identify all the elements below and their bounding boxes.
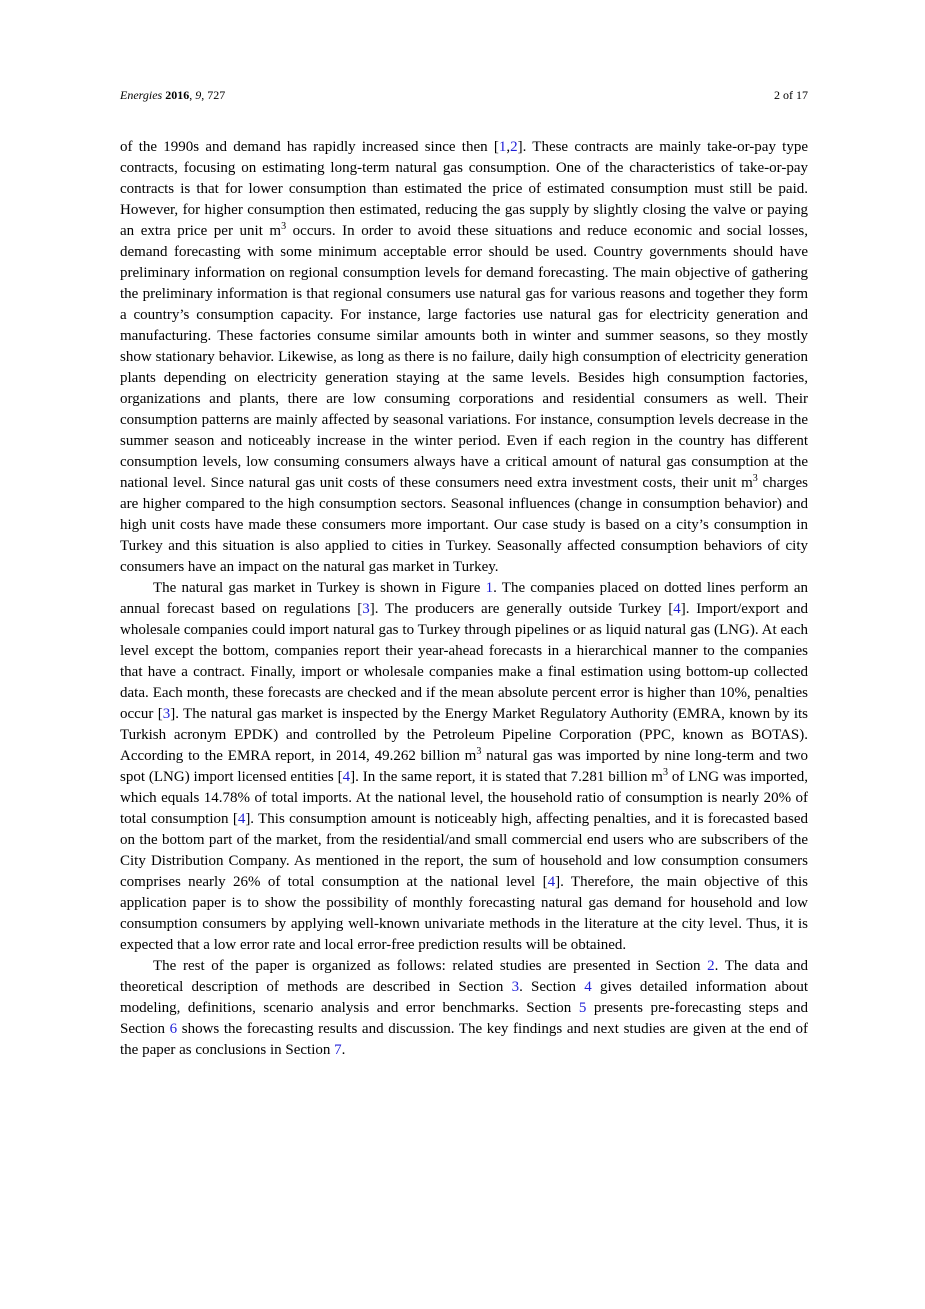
text-run: The natural gas market in Turkey is shown in Figure — [153, 580, 486, 596]
reference-link[interactable]: 7 — [334, 1042, 342, 1058]
text-run: charges are higher compared to the high consumption sectors. Seasonal influences (change in consumption behavior) and high unit costs have made these consumers more important. Our case study is based on a city’s consumption in Turkey and this situation is also applied to cities in Turkey. Seasonally affected consumption behaviors of city consumers have an impact on the natural gas market in Turkey. — [120, 475, 808, 575]
journal-year: 2016 — [165, 88, 190, 102]
paragraph-2 — [120, 578, 808, 956]
text-run: ]. The natural gas market is inspected by the Energy Market Regulatory Authority (EMRA, known by its Turkish acronym EPDK) and controlled by the Petroleum Pipeline Corporation (PPC, known as BOTAS). According to the EMRA report, in 2014, 49.262 billion m — [120, 706, 809, 764]
text-run: occurs. In order to avoid these situations and reduce economic and social losses, demand forecasting with some minimum acceptable error should be used. Country governments should have preliminary information on regional consumption levels for demand forecasting. The main objective of gathering the preliminary information is that regional consumers use natural gas for various reasons and together they form a country’s consumption capacity. For instance, large factories use natural gas for electricity generation and manufacturing. These factories consume similar amounts both in winter and summer seasons, so they mostly show stationary behavior. Likewise, as long as there is no failure, daily high consumption of electricity generation plants depending on electricity generation staying at the same levels. Besides high consumption factories, organizations and plants, there are low consuming corporations and residential consumers as well. Their consumption patterns are mainly affected by seasonal variations. For instance, consumption levels decrease in the summer season and noticeably increase in the winter period. Even if each region in the country has different consumption levels, low consuming consumers always have a critical amount of natural gas consumption at the national level. Since natural gas unit costs of these consumers need extra investment costs, their unit m — [120, 223, 808, 491]
body-text — [120, 137, 808, 1061]
superscript: 3 — [752, 473, 758, 484]
page-number: 2 of 17 — [774, 88, 808, 102]
text-run: , — [506, 139, 511, 155]
reference-link[interactable]: 4 — [237, 811, 246, 827]
text-run: ]. Therefore, the main objective of this application paper is to show the possibility of monthly forecasting natural gas demand for household and low consumption consumers by applying well-known univariate methods in the literature at the city level. Thus, it is expected that a low error rate and local error-free prediction results will be obtained. — [120, 874, 808, 953]
reference-link[interactable]: 4 — [547, 874, 556, 890]
text-run: natural gas was imported by nine long-term and two spot (LNG) import licensed entities [ — [120, 748, 808, 785]
reference-link[interactable]: 6 — [169, 1021, 178, 1037]
reference-link[interactable]: 3 — [162, 706, 171, 722]
text-run: of LNG was imported, which equals 14.78% of total imports. At the national level, the household ratio of consumption is nearly 20% of total consumption [ — [120, 769, 808, 827]
text-run: ]. Import/export and wholesale companies could import natural gas to Turkey through pipelines or as liquid natural gas (LNG). At each level except the bottom, companies report their year-ahead forecasts in a hierarchical manner to the companies that have a contract. Finally, import or wholesale companies make a final estimation using bottom-up collected data. Each month, these forecasts are checked and if the mean absolute percent error is higher than 10%, penalties occur [ — [120, 601, 809, 722]
text-run: ]. These contracts are mainly take-or-pay type contracts, focusing on estimating long-term natural gas consumption. One of the characteristics of take-or-pay contracts is that for lower consumption than estimated the price of estimated consumption must still be paid. However, for higher consumption then estimated, reducing the gas supply by slightly closing the valve or paying an extra price per unit m — [120, 139, 808, 239]
text-run: ]. The producers are generally outside Turkey [ — [369, 601, 674, 617]
superscript: 3 — [662, 767, 668, 778]
text-run: ]. In the same report, it is stated that 7.281 billion m — [350, 769, 663, 785]
journal-citation: Energies 2016, 9, 727 — [120, 88, 226, 102]
text-run: . The companies placed on dotted lines perform an annual forecast based on regulations [ — [120, 580, 808, 617]
superscript: 3 — [281, 221, 287, 232]
reference-link[interactable]: 1 — [485, 580, 494, 596]
reference-link[interactable]: 4 — [342, 769, 351, 785]
reference-link[interactable]: 1 — [498, 139, 507, 155]
text-run: . Section — [519, 979, 585, 995]
paragraph-1 — [120, 137, 808, 578]
text-run: . — [341, 1042, 346, 1058]
superscript: 3 — [476, 746, 482, 757]
reference-link[interactable]: 4 — [584, 979, 592, 995]
article-number: 727 — [207, 88, 226, 102]
text-run: presents pre-forecasting steps and Section — [120, 1000, 808, 1037]
reference-link[interactable]: 4 — [673, 601, 681, 617]
text-run: of the 1990s and demand has rapidly increased since then [ — [120, 139, 499, 155]
text-run: ]. This consumption amount is noticeably high, affecting penalties, and it is forecasted based on the bottom part of the market, from the residential/and small commercial end users who are subscribers of the City Distribution Company. As mentioned in the report, the sum of household and low consumption consumers comprises nearly 26% of total consumption at the national level [ — [120, 811, 808, 890]
text-run: shows the forecasting results and discussion. The key findings and next studies are given at the end of the paper as conclusions in Section — [120, 1021, 808, 1058]
reference-link[interactable]: 3 — [362, 601, 370, 617]
text-run: The rest of the paper is organized as follows: related studies are presented in Section — [153, 958, 708, 974]
journal-name: Energies — [120, 88, 163, 102]
reference-link[interactable]: 3 — [511, 979, 520, 995]
reference-link[interactable]: 2 — [510, 139, 518, 155]
text-run: gives detailed information about modeling, definitions, scenario analysis and error benchmarks. Section — [120, 979, 809, 1016]
journal-volume: 9 — [195, 88, 202, 102]
text-run: . The data and theoretical description of methods are described in Section — [120, 958, 808, 995]
reference-link[interactable]: 2 — [707, 958, 715, 974]
paragraph-3 — [120, 956, 808, 1061]
reference-link[interactable]: 5 — [578, 1000, 587, 1016]
